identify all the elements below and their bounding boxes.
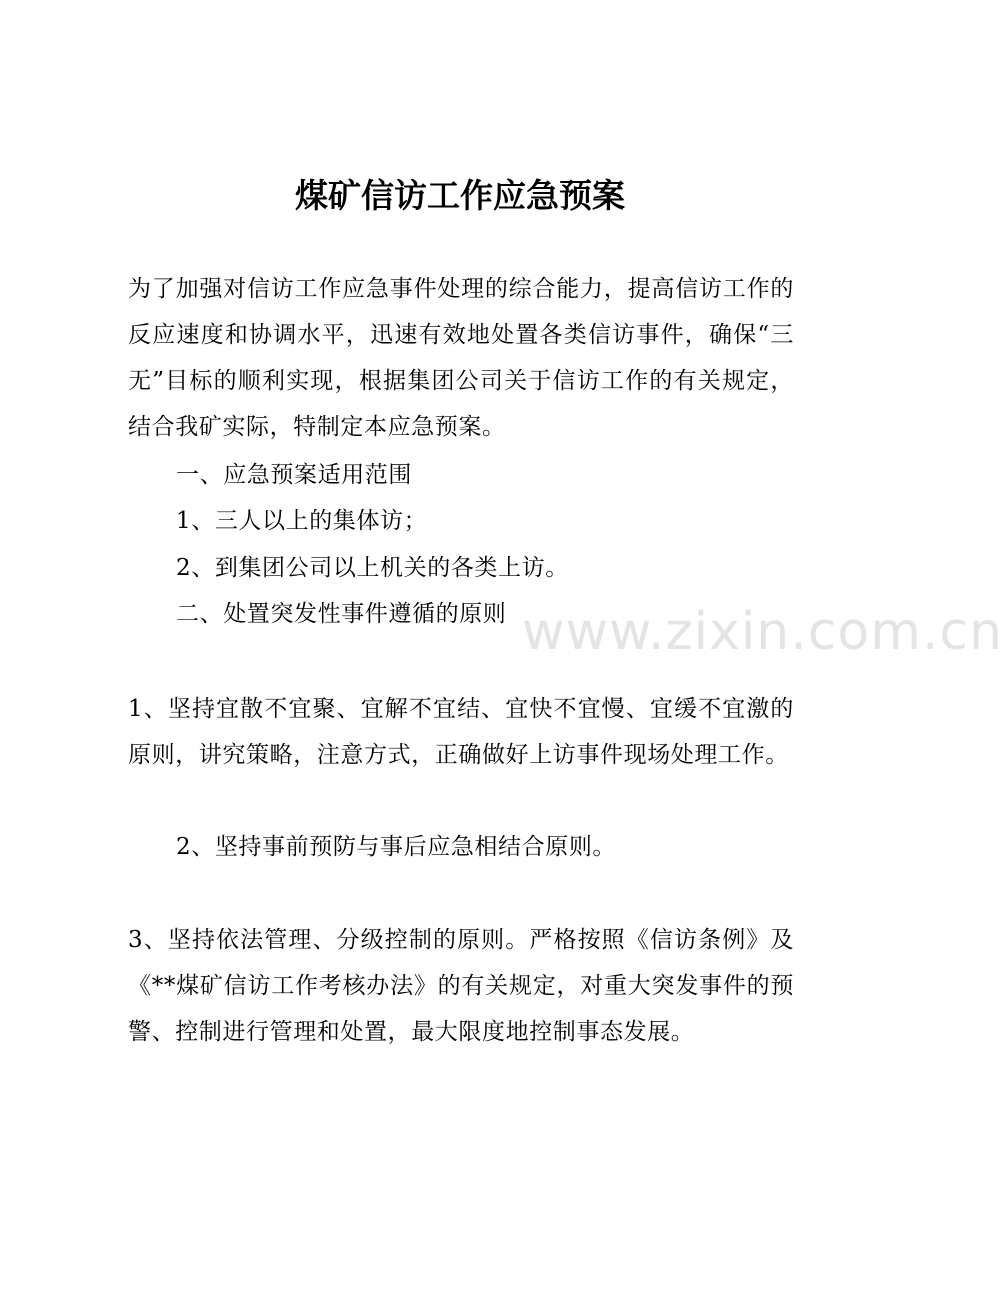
document-title: 煤矿信访工作应急预案 [295,176,625,215]
intro-paragraph: 为了加强对信访工作应急事件处理的综合能力，提高信访工作的反应速度和协调水平，迅速有效地处置各类信访事件，确保“三无”目标的顺利实现，根据集团公司关于信访工作的有关规定，结合我矿实际，特制定本应急预案。 [128,276,794,440]
watermark: www.zixin.com.cn [522,602,1003,662]
section-1-item-2: 2、到集团公司以上机关的各类上访。 [176,555,569,581]
principle-2-paragraph: 2、坚持事前预防与事后应急相结合原则。 [176,834,617,860]
section-1-item-1: 1、三人以上的集体访； [176,508,428,534]
principle-1-paragraph: 1、坚持宜散不宜聚、宜解不宜结、宜快不宜慢、宜缓不宜激的原则，讲究策略，注意方式，正确做好上访事件现场处理工作。 [128,696,794,768]
section-1-heading: 一、应急预案适用范围 [176,462,412,488]
section-2-heading: 二、处置突发性事件遵循的原则 [176,601,507,627]
principle-3-paragraph: 3、坚持依法管理、分级控制的原则。严格按照《信访条例》及《**煤矿信访工作考核办法》的有关规定，对重大突发事件的预警、控制进行管理和处置，最大限度地控制事态发展。 [128,927,794,1045]
